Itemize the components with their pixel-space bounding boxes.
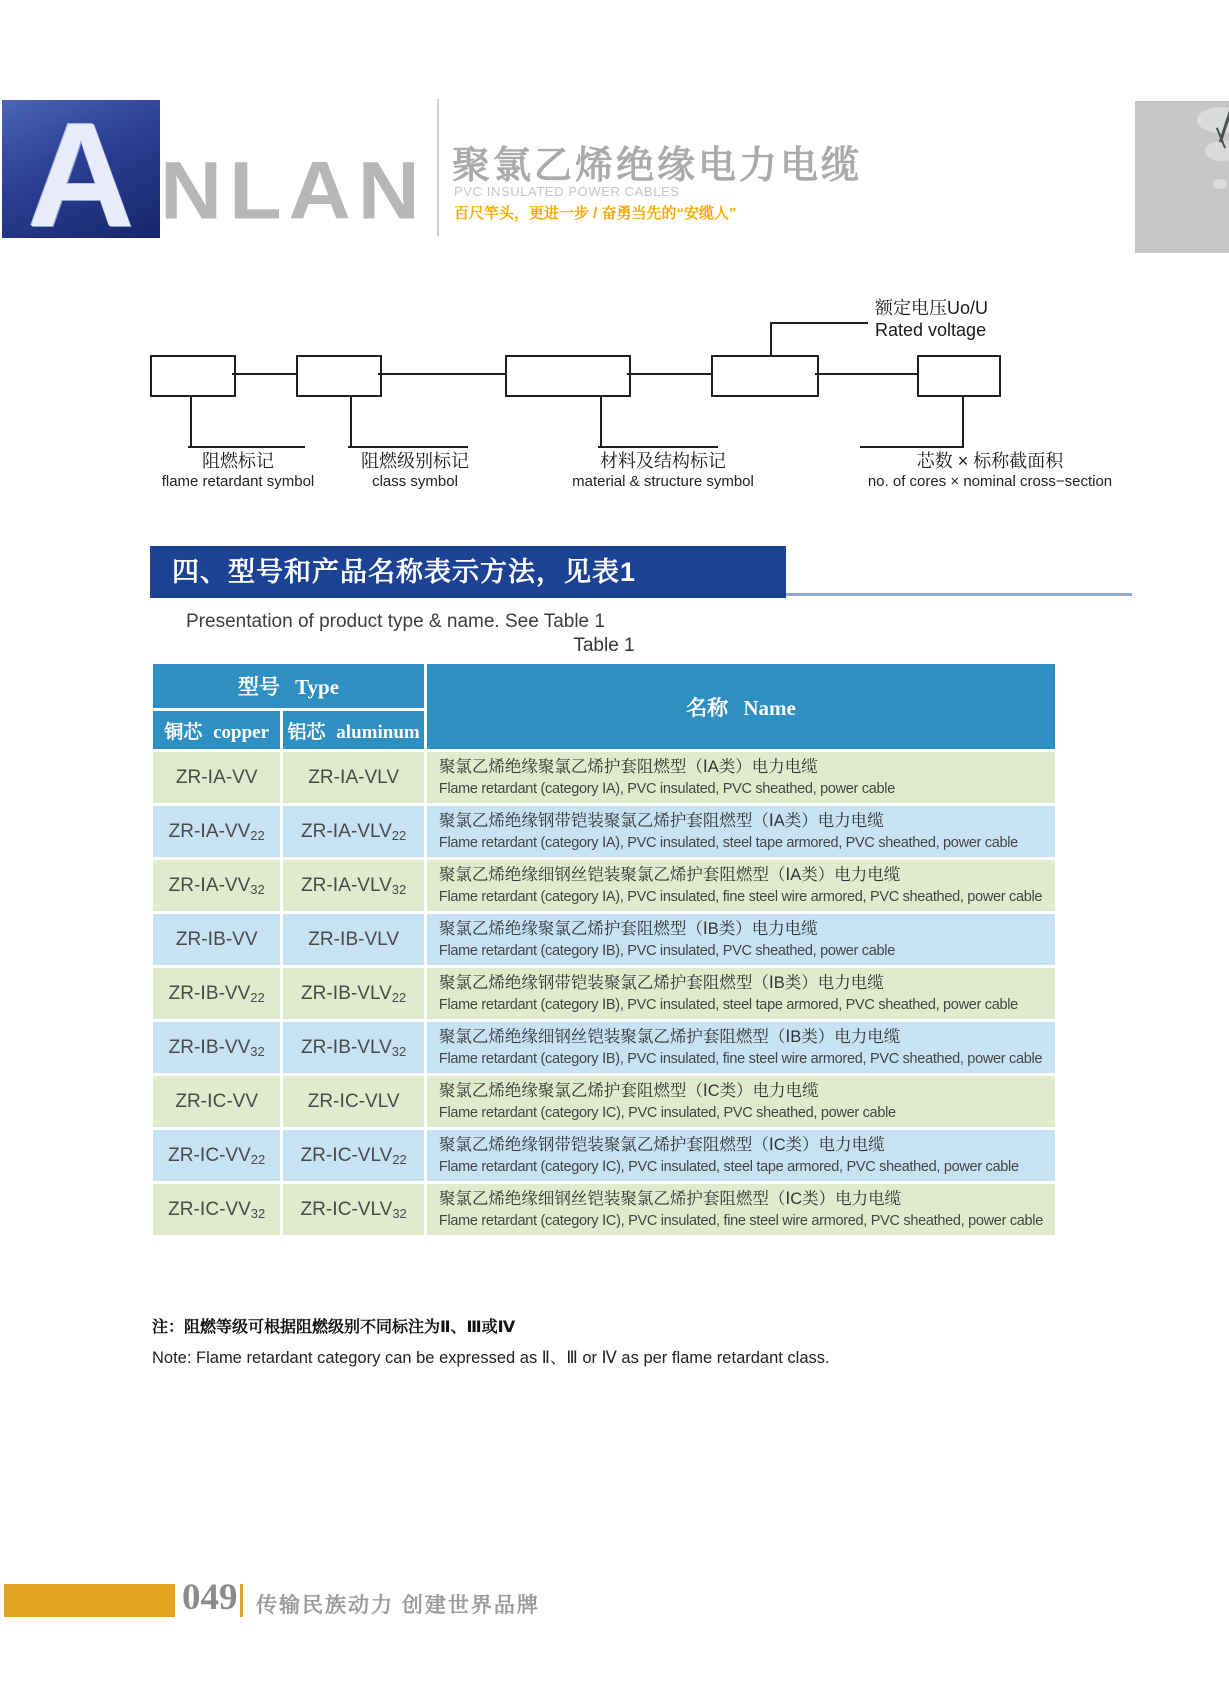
table-body [153, 752, 1055, 1235]
name-en: Flame retardant (category ⅠC), PVC insulated, steel tape armored, PVC sheathed, power cable [438, 1159, 1019, 1175]
name-cell [427, 968, 1055, 1019]
section-title-bar: 四、型号和产品名称表示方法，见表1 [150, 546, 786, 598]
rated-voltage-en: Rated voltage [875, 320, 987, 340]
field-label-en: flame retardant symbol [161, 473, 315, 490]
type-name-table [150, 661, 1058, 1238]
col-header-aluminum: 铝芯 aluminum [283, 711, 424, 749]
leader-line [190, 395, 192, 448]
leader-line [598, 446, 718, 448]
name-zh: 聚氯乙烯绝缘钢带铠装聚氯乙烯护套阻燃型（ⅠC类）电力电缆 [438, 1136, 885, 1154]
brand-tagline: 百尺竿头，更进一步 / 奋勇当先的“安缆人” [454, 205, 737, 222]
field-label-zh: 阻燃级别标记 [361, 451, 469, 471]
type-field-box-2 [296, 355, 382, 397]
rated-voltage-zh: 额定电压Uo/U [875, 298, 989, 318]
type-field-box-3 [505, 355, 631, 397]
connector-line [815, 373, 917, 375]
name-cell [427, 1022, 1055, 1073]
page-title-en: PVC INSULATED POWER CABLES [454, 184, 680, 199]
type-copper-cell: ZR-ⅠC-VV [153, 1076, 280, 1127]
page-title-zh: 聚氯乙烯绝缘电力电缆 [452, 145, 863, 187]
name-en: Flame retardant (category ⅠC), PVC insulated, PVC sheathed, power cable [438, 1105, 896, 1121]
name-zh: 聚氯乙烯绝缘聚氯乙烯护套阻燃型（ⅠC类）电力电缆 [438, 1082, 819, 1100]
table-row [153, 968, 1055, 1019]
name-cell [427, 752, 1055, 803]
name-en: Flame retardant (category ⅠA), PVC insulated, fine steel wire armored, PVC sheathed, power cable [438, 889, 1043, 905]
leader-line [962, 395, 964, 448]
name-en: Flame retardant (category ⅠB), PVC insulated, PVC sheathed, power cable [438, 943, 895, 959]
section-subtitle: Presentation of product type & name. See Table 1 [186, 611, 605, 632]
table-row [153, 752, 1055, 803]
type-copper-cell: ZR-ⅠC-VV32 [153, 1184, 280, 1235]
note-en: Note: Flame retardant category can be expressed as Ⅱ、Ⅲ or Ⅳ as per flame retardant class. [152, 1349, 830, 1367]
type-field-box-4 [711, 355, 819, 397]
type-copper-cell: ZR-ⅠB-VV [153, 914, 280, 965]
leader-line [348, 446, 468, 448]
type-aluminum-cell: ZR-ⅠC-VLV32 [283, 1184, 424, 1235]
type-copper-cell: ZR-ⅠA-VV22 [153, 806, 280, 857]
field-label-cores [830, 450, 1150, 491]
leader-line [350, 395, 352, 448]
type-field-box-5 [917, 355, 1001, 397]
field-label-class [305, 450, 525, 491]
table-row [153, 1076, 1055, 1127]
name-zh: 聚氯乙烯绝缘细钢丝铠装聚氯乙烯护套阻燃型（ⅠB类）电力电缆 [438, 1028, 901, 1046]
type-copper-cell: ZR-ⅠA-VV [153, 752, 280, 803]
type-aluminum-cell: ZR-ⅠC-VLV22 [283, 1130, 424, 1181]
name-cell [427, 860, 1055, 911]
footer-gold-bar [4, 1584, 175, 1617]
name-zh: 聚氯乙烯绝缘聚氯乙烯护套阻燃型（ⅠA类）电力电缆 [438, 758, 818, 776]
leader-line [770, 322, 772, 355]
field-label-zh: 阻燃标记 [202, 451, 274, 471]
type-copper-cell: ZR-ⅠC-VV22 [153, 1130, 280, 1181]
type-aluminum-cell: ZR-ⅠA-VLV32 [283, 860, 424, 911]
footer-separator [240, 1584, 243, 1617]
logo-wordmark: NLAN [160, 145, 427, 237]
table-row [153, 1022, 1055, 1073]
name-en: Flame retardant (category ⅠC), PVC insulated, fine steel wire armored, PVC sheathed, power cable [438, 1213, 1043, 1229]
field-label-en: class symbol [372, 473, 458, 490]
type-aluminum-cell: ZR-ⅠC-VLV [283, 1076, 424, 1127]
type-copper-cell: ZR-ⅠB-VV32 [153, 1022, 280, 1073]
type-aluminum-cell: ZR-ⅠB-VLV32 [283, 1022, 424, 1073]
name-en: Flame retardant (category ⅠB), PVC insulated, fine steel wire armored, PVC sheathed, power cable [438, 1051, 1043, 1067]
type-copper-cell: ZR-ⅠA-VV32 [153, 860, 280, 911]
type-designation-diagram [0, 0, 1229, 520]
table-header [153, 664, 1055, 749]
name-zh: 聚氯乙烯绝缘细钢丝铠装聚氯乙烯护套阻燃型（ⅠA类）电力电缆 [438, 866, 901, 884]
name-cell [427, 1184, 1055, 1235]
footer-slogan: 传输民族动力 创建世界品牌 [256, 1594, 540, 1617]
field-label-en: material & structure symbol [572, 473, 754, 490]
name-zh: 聚氯乙烯绝缘细钢丝铠装聚氯乙烯护套阻燃型（ⅠC类）电力电缆 [438, 1190, 902, 1208]
name-cell [427, 914, 1055, 965]
note-zh: 注：阻燃等级可根据阻燃级别不同标注为Ⅱ、Ⅲ或Ⅳ [152, 1319, 516, 1336]
table-row [153, 806, 1055, 857]
field-label-en: no. of cores × nominal cross−section [867, 473, 1113, 490]
type-aluminum-cell: ZR-ⅠB-VLV [283, 914, 424, 965]
type-aluminum-cell: ZR-ⅠA-VLV [283, 752, 424, 803]
name-zh: 聚氯乙烯绝缘聚氯乙烯护套阻燃型（ⅠB类）电力电缆 [438, 920, 818, 938]
logo-letter-a: A [27, 93, 135, 258]
table-caption: Table 1 [573, 635, 635, 656]
section-rule [786, 593, 1132, 596]
type-copper-cell: ZR-ⅠB-VV22 [153, 968, 280, 1019]
name-cell [427, 1130, 1055, 1181]
leader-line [188, 446, 305, 448]
name-zh: 聚氯乙烯绝缘钢带铠装聚氯乙烯护套阻燃型（ⅠA类）电力电缆 [438, 812, 884, 830]
name-en: Flame retardant (category ⅠA), PVC insulated, steel tape armored, PVC sheathed, power cable [438, 835, 1018, 851]
type-field-box-1 [150, 355, 236, 397]
field-label-zh: 材料及结构标记 [600, 451, 726, 471]
leader-line [770, 322, 868, 324]
col-header-copper: 铜芯 copper [153, 711, 280, 749]
col-header-type: 型号 Type [153, 664, 424, 708]
name-en: Flame retardant (category ⅠB), PVC insulated, steel tape armored, PVC sheathed, power cable [438, 997, 1018, 1013]
table-row [153, 1130, 1055, 1181]
connector-line [378, 373, 505, 375]
col-header-name: 名称 Name [427, 664, 1055, 749]
table-row [153, 1184, 1055, 1235]
page-number: 049 [182, 1577, 238, 1618]
name-en: Flame retardant (category ⅠA), PVC insulated, PVC sheathed, power cable [438, 781, 895, 797]
leader-line [600, 395, 602, 448]
field-label-zh: 芯数 × 标称截面积 [916, 451, 1064, 471]
table-row [153, 860, 1055, 911]
type-aluminum-cell: ZR-ⅠB-VLV22 [283, 968, 424, 1019]
name-zh: 聚氯乙烯绝缘钢带铠装聚氯乙烯护套阻燃型（ⅠB类）电力电缆 [438, 974, 884, 992]
connector-line [627, 373, 711, 375]
field-label-material [505, 450, 821, 491]
name-cell [427, 1076, 1055, 1127]
name-cell [427, 806, 1055, 857]
leader-line [860, 446, 964, 448]
connector-line [232, 373, 296, 375]
table-row [153, 914, 1055, 965]
rated-voltage-label [875, 297, 988, 341]
type-aluminum-cell: ZR-ⅠA-VLV22 [283, 806, 424, 857]
